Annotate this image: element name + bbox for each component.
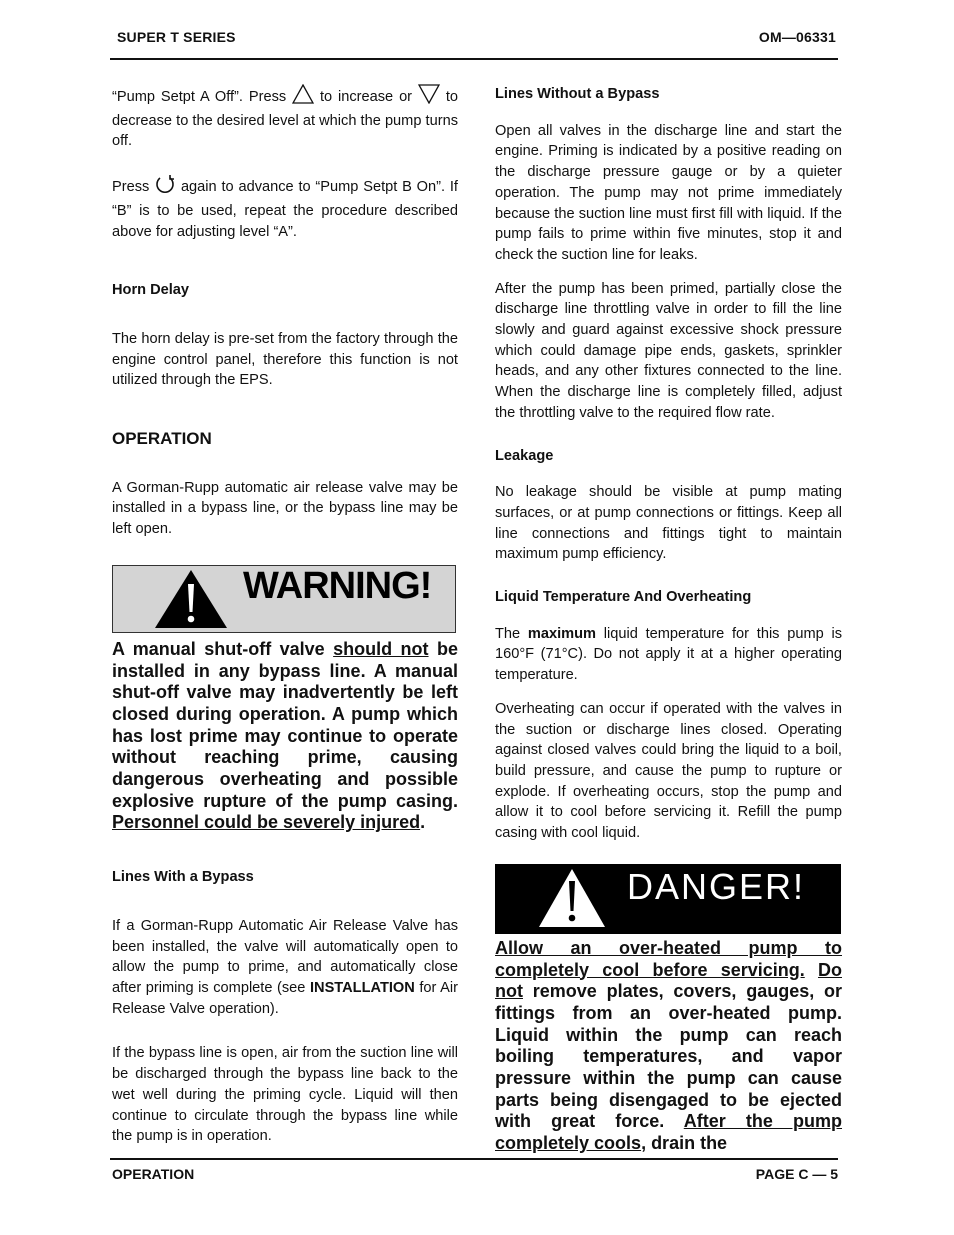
text-fragment: be installed in any bypass line. A manual shut-off valve may inadvertently be left closed during operation. A pump which has lost prime may continue to operate without reaching prime, causing dangerous overheating and possible explosive rupture of the pump casing. <box>112 638 458 811</box>
lines-without-bypass-heading: Lines Without a Bypass <box>495 86 660 102</box>
warning-triangle-icon <box>153 568 229 637</box>
underlined-emphasis: Do not <box>495 959 842 1002</box>
underlined-emphasis: Allow an over-heated pump to completely cool before servicing. <box>495 937 842 980</box>
underlined-emphasis: Personnel could be severely injured <box>112 812 421 833</box>
setpoint-b-paragraph <box>112 174 458 242</box>
operation-heading: OPERATION <box>112 429 212 449</box>
text-fragment: liquid temperature for this pump is 160°F (71°C). Do not apply it at a higher operating temperature. <box>495 625 843 684</box>
horn-delay-text: The horn delay is pre-set from the factory through the engine control panel, therefore this function is not utilized through the EPS. <box>112 330 458 389</box>
text-fragment: “Pump Setpt A Off”. Press <box>112 89 293 105</box>
text-fragment: Press <box>112 179 155 196</box>
right-column <box>495 84 842 1155</box>
text-fragment: If a Gorman-Rupp Automatic Air Release Valve has been installed, the valve will automatically open to allow the pump to prime, and automatically close after priming is complete (see <box>112 917 458 996</box>
text-fragment: . <box>420 812 426 833</box>
text-fragment: remove plates, covers, gauges, or fittings from an over-heated pump. Liquid within the pump can reach boiling temperatures, and vapor pressure within the pump can cause parts being disengaged to be ejected with great force. <box>495 981 842 1132</box>
danger-label: DANGER! <box>627 865 806 907</box>
underlined-emphasis: After the pump completely cools <box>495 1111 843 1154</box>
horn-delay-heading: Horn Delay <box>112 282 190 299</box>
text-fragment <box>805 960 818 980</box>
temperature-paragraph-1 <box>495 624 842 686</box>
no-bypass-paragraph-2: After the pump has been primed, partially close the discharge line throttling valve in order to fill the line slowly and guard against excessive shock pressure which could damage pipe ends, gaskets, sprinkler heads, and any other fixtures connected to the line. When the discharge line is completely filled, adjust the throttling valve to the required flow rate. <box>495 280 842 421</box>
footer-rule <box>110 1158 838 1160</box>
warning-banner <box>112 565 456 633</box>
warning-text <box>112 639 458 834</box>
bypass-paragraph-2: If the bypass line is open, air from the suction line will be discharged through the bypass line back to the wet well during the priming cycle. Liquid will then continue to circulate through the bypass line while the pump is in operation. <box>112 1045 458 1145</box>
text-fragment: for Air Release Valve operation). <box>112 979 458 1017</box>
underlined-emphasis: should not <box>333 638 429 659</box>
down-triangle-icon <box>418 84 440 111</box>
operation-text: A Gorman-Rupp automatic air release valve may be installed in a bypass line, or the bypass line may be left open. <box>112 479 458 538</box>
cycle-arrow-icon <box>154 174 176 201</box>
temperature-heading: Liquid Temperature And Overheating <box>495 589 752 606</box>
danger-triangle-icon <box>537 867 607 936</box>
text-fragment: , drain the <box>641 1133 728 1154</box>
running-header-series: SUPER T SERIES <box>117 29 236 45</box>
no-bypass-paragraph-1: Open all valves in the discharge line and start the engine. Priming is indicated by a positive reading on the discharge pressure gauge or by a quieter operation. The pump may not prime immediately because the suction line must first fill with liquid. If the pump fails to prime within five minutes, stop it and check the suction line for leaks. <box>495 122 842 263</box>
running-footer-section: OPERATION <box>112 1166 195 1182</box>
left-column <box>112 84 458 1147</box>
maximum-emphasis: maximum <box>527 625 597 642</box>
text-fragment: to decrease to the desired level at which the pump turns off. <box>112 89 458 150</box>
installation-reference: INSTALLATION <box>309 979 415 996</box>
bypass-paragraph-1 <box>112 916 458 1020</box>
header-rule <box>110 58 838 60</box>
danger-text <box>495 938 842 1155</box>
lines-with-bypass-heading: Lines With a Bypass <box>112 869 254 886</box>
text-fragment: A manual shut-off valve <box>112 638 334 659</box>
running-header-doc-number: OM—06331 <box>758 29 836 45</box>
setpoint-a-paragraph <box>112 84 458 152</box>
leakage-text: No leakage should be visible at pump mating surfaces, or at pump connections or fittings. Keep all line connections and fittings tight to maintain maximum pump efficiency. <box>495 484 842 563</box>
text-fragment: The <box>495 625 528 642</box>
leakage-heading: Leakage <box>495 447 554 464</box>
temperature-paragraph-2: Overheating can occur if operated with the valves in the suction or discharge lines closed. Operating against closed valves could bring the liquid to a boil, build pressure, and cause the pump to rupture or explode. If overheating occurs, stop the pump and allow it to cool before servicing it. Refill the pump casing with cool liquid. <box>495 700 842 842</box>
text-fragment: again to advance to “Pump Setpt B On”. If “B” is to be used, repeat the procedure described above for adjusting level “A”. <box>112 179 458 240</box>
up-triangle-icon <box>292 84 314 111</box>
page-number: PAGE C — 5 <box>755 1166 838 1182</box>
text-fragment: to increase or <box>314 89 418 105</box>
danger-banner <box>495 864 841 934</box>
warning-label: WARNING! <box>243 564 432 607</box>
